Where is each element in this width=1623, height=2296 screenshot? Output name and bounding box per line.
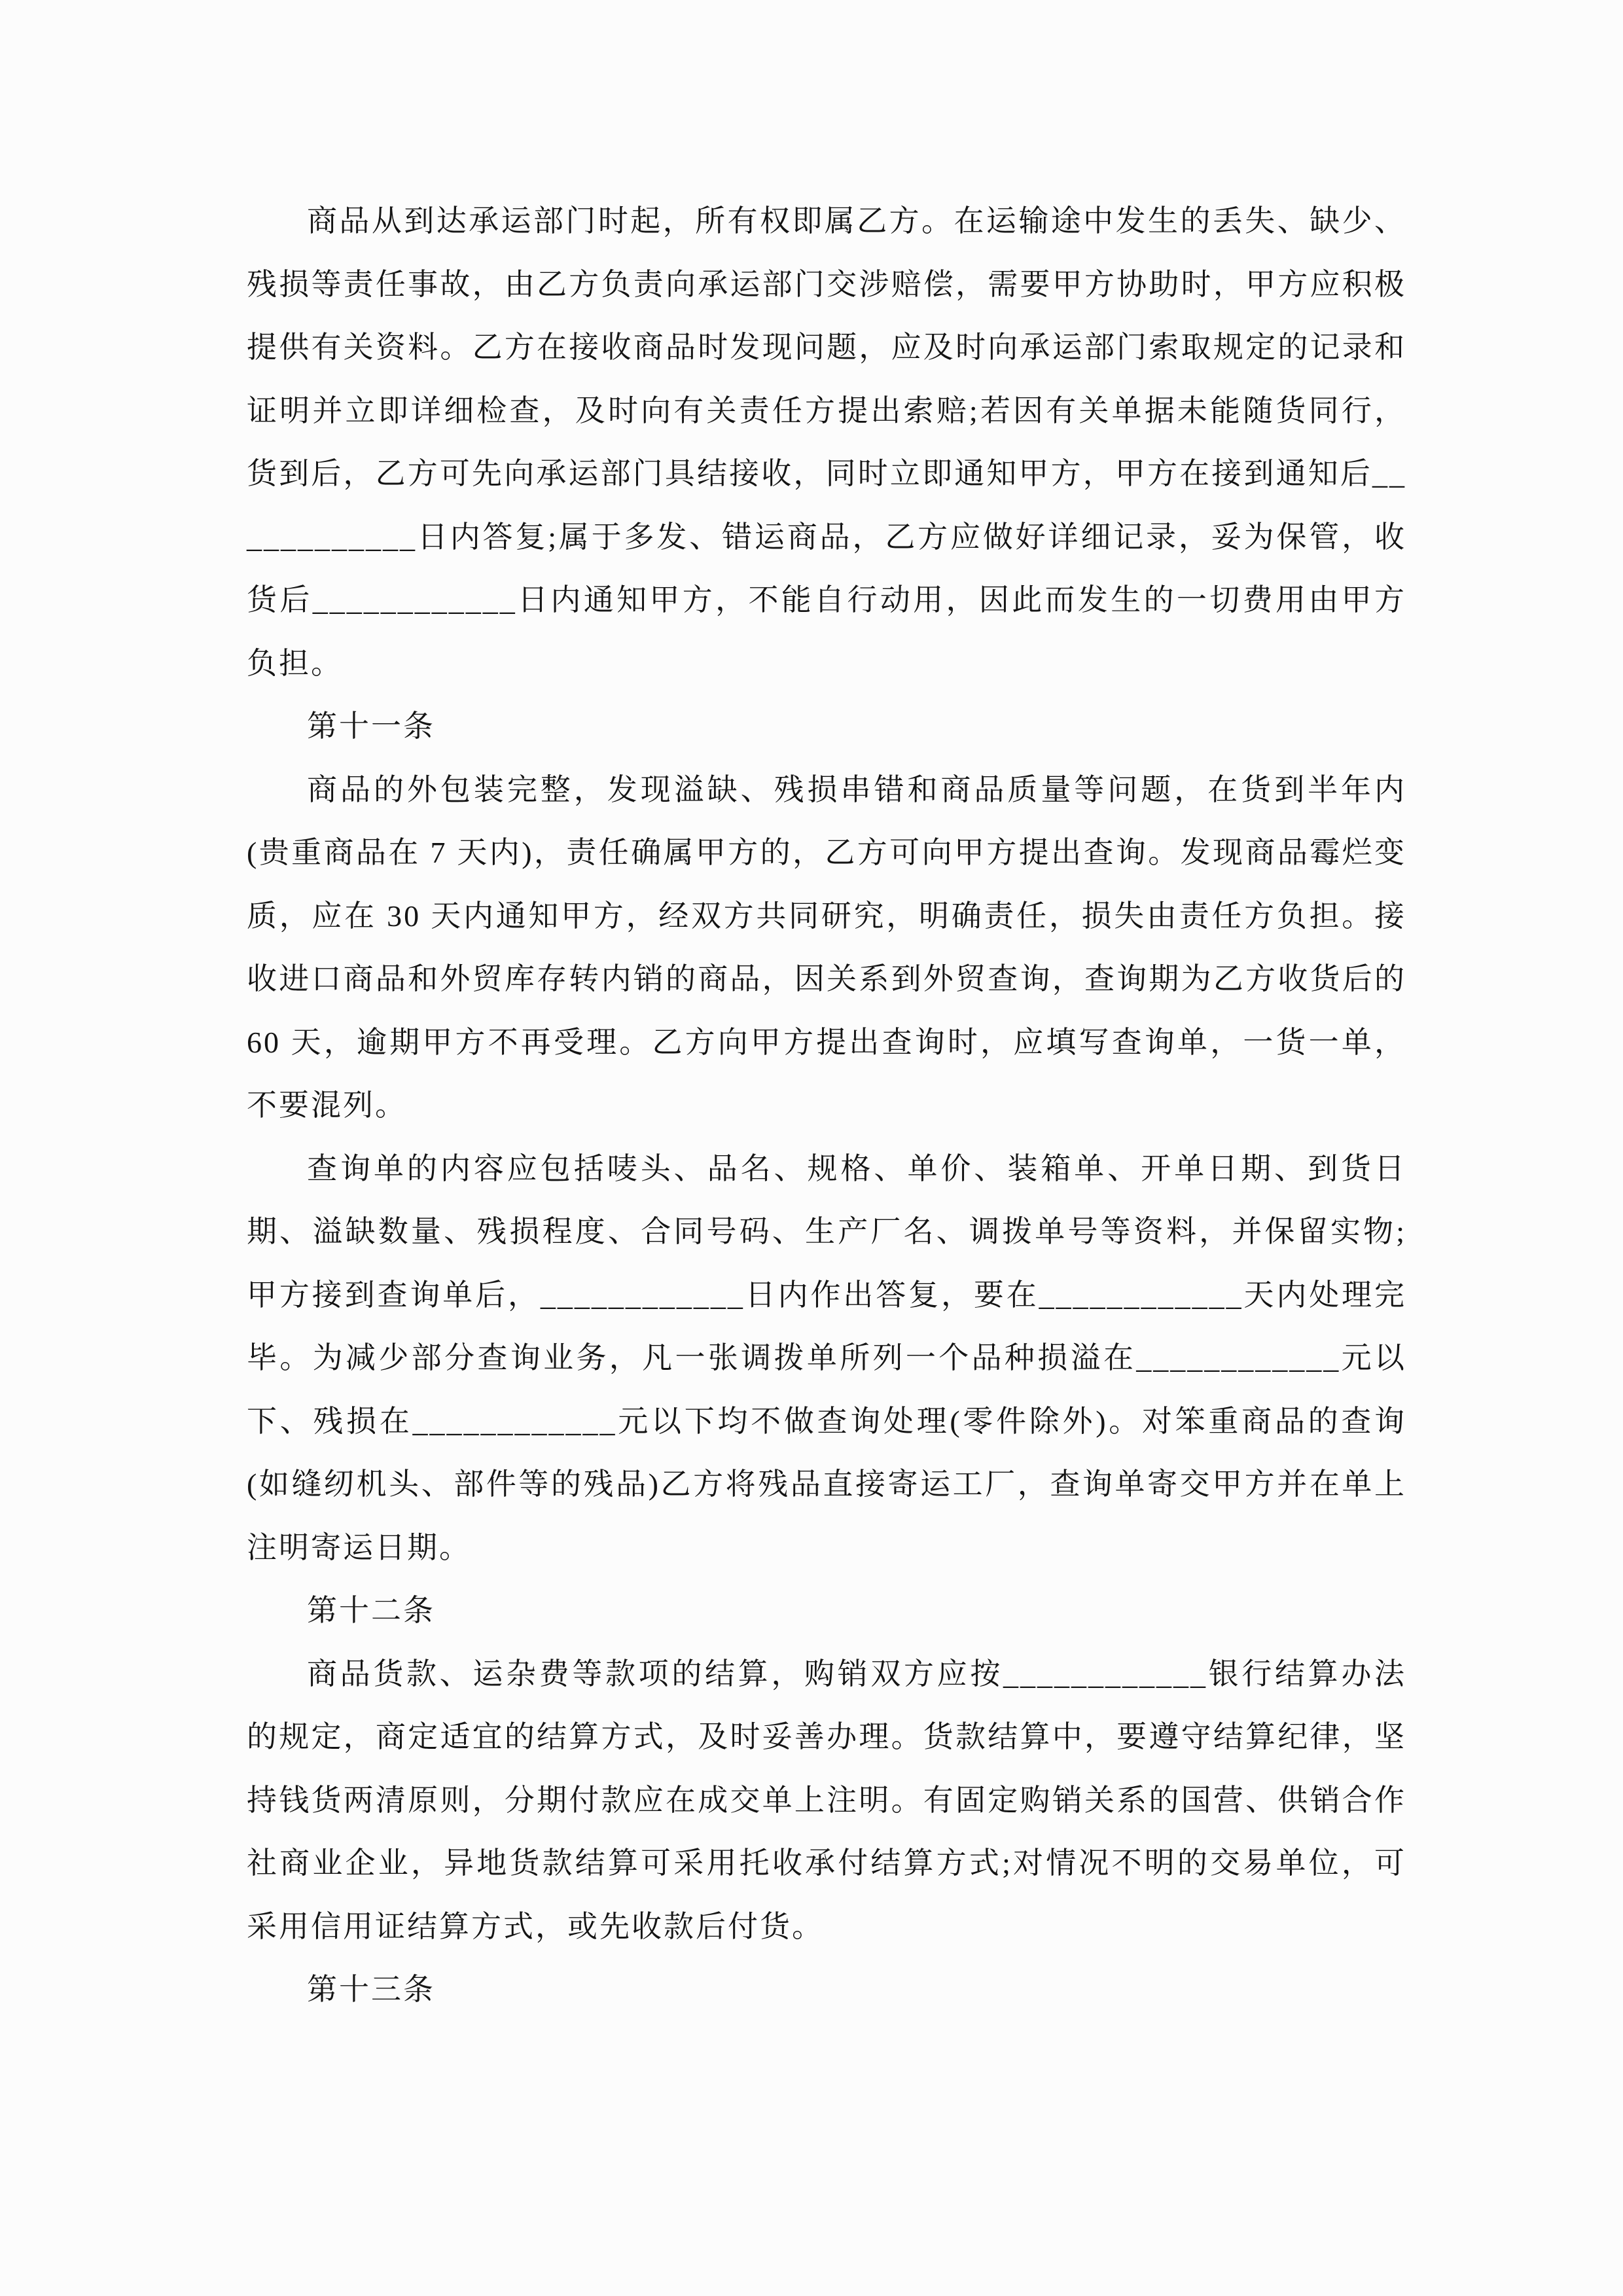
clause-heading-article-12: 第十二条 (307, 1594, 435, 1627)
paragraph-payment-settlement: 商品货款、运杂费等款项的结算，购销双方应按____________银行结算办法的规定，商定适宜的结算方式，及时妥善办理。货款结算中，要遵守结算纪律，坚持钱货两清原则，分期付款应在成交单上注明。有固定购销关系的国营、供销合作社商业企业，异地货款结算可采用托收承付结算方式;对情况不明的交易单位，可采用信用证结算方式，或先收款后付货。 (247, 1657, 1406, 1943)
paragraph-shipping-liability: 商品从到达承运部门时起，所有权即属乙方。在运输途中发生的丢失、缺少、残损等责任事故，由乙方负责向承运部门交涉赔偿，需要甲方协助时，甲方应积极提供有关资料。乙方在接收商品时发现问题，应及时向承运部门索取规定的记录和证明并立即详细检查，及时向有关责任方提出索赔;若因有关单据未能随货同行，货到后，乙方可先向承运部门具结接收，同时立即通知甲方，甲方在接到通知后____________日内答复;属于多发、错运商品，乙方应做好详细记录，妥为保管，收货后____________日内通知甲方，不能自行动用，因此而发生的一切费用由甲方负担。 (247, 204, 1406, 680)
clause-heading-article-13: 第十三条 (307, 1973, 435, 2006)
paragraph-packaging-quality-inquiry: 商品的外包装完整，发现溢缺、残损串错和商品质量等问题，在货到半年内(贵重商品在 7 天内)，责任确属甲方的，乙方可向甲方提出查询。发现商品霉烂变质，应在 30 天内通知甲方，经双方共同研究，明确责任，损失由责任方负担。接收进口商品和外贸库存转内销的商品，因关系到外贸查询，查询期为乙方收货后的 60 天，逾期甲方不再受理。乙方向甲方提出查询时，应填写查询单，一货一单，不要混列。 (247, 772, 1406, 1122)
document-body (247, 190, 1406, 2022)
paragraph-inquiry-form-contents: 查询单的内容应包括唛头、品名、规格、单价、装箱单、开单日期、到货日期、溢缺数量、残损程度、合同号码、生产厂名、调拨单号等资料，并保留实物;甲方接到查询单后，____________日内作出答复，要在____________天内处理完毕。为减少部分查询业务，凡一张调拨单所列一个品种损溢在____________元以下、残损在____________元以下均不做查询处理(零件除外)。对笨重商品的查询(如缝纫机头、部件等的残品)乙方将残品直接寄运工厂，查询单寄交甲方并在单上注明寄运日期。 (247, 1151, 1406, 1564)
clause-heading-article-11: 第十一条 (307, 709, 435, 743)
